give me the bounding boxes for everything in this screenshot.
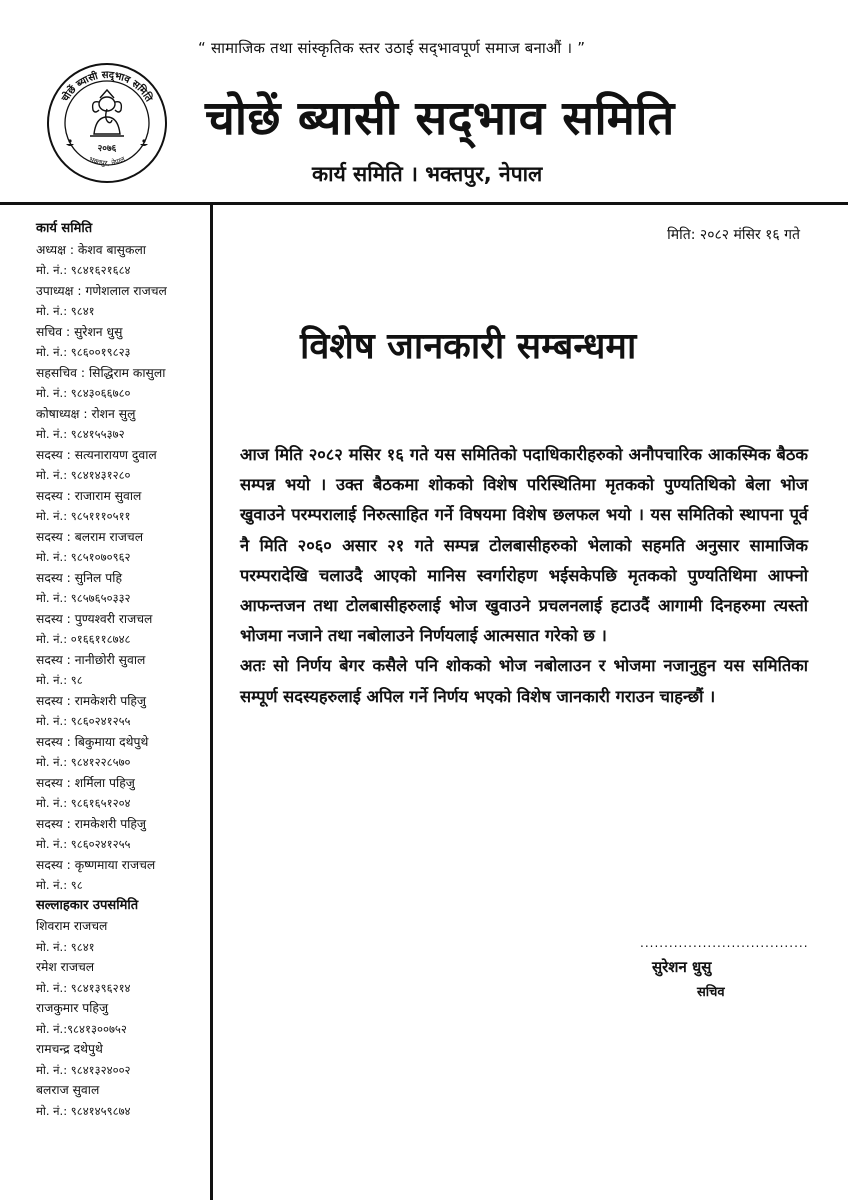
member-name: सदस्य : कृष्णमाया राजचल: [36, 857, 156, 872]
member-name: सदस्य : नानीछोरी सुवाल: [36, 652, 146, 667]
body-paragraph: आज मिति २०८२ मसिर १६ गते यस समितिको पदाधिकारीहरुको अनौपचारिक आकस्मिक बैठक सम्पन्न भयो । उक्त बैठकमा शोकको विशेष परिस्थितिमा मृतकको पुण्यतिथिको बेला भोज खुवाउने परम्परालाई निरुत्साहित गर्ने विषयमा विशेष छलफल भयो । यस समितिको स्थापना पूर्व नै मिति २०६० असार २१ गते सम्पन्न टोलबासीहरुको भेलाको सहमति अनुसार सामाजिक परम्परादेखि चलाउदै आएको मानिस स्वर्गारोहण भईसकेपछि मृतकको पुण्यतिथिमा आफ्नो आफन्तजन तथा टोलबासीहरुलाई भोज खुवाउने प्रचलनलाई हटाउदैं आगामी दिनहरुमा त्यस्तो भोजमा नजाने तथा नबोलाउने निर्णयलाई आत्मसात गरेको छ ।: [240, 445, 808, 646]
member-phone: मो. नं.: ९८६०२४१२५५: [36, 714, 131, 728]
member-phone: मो. नं.: ०१६६११८७४८: [36, 632, 131, 646]
member-name: बलराज सुवाल: [36, 1083, 100, 1097]
organization-name: चोछें ब्यासी सद्‌भाव समिति: [205, 91, 675, 146]
member-name: रामचन्द्र दथेपुथे: [36, 1042, 103, 1056]
section-title-advisory: सल्लाहकार उपसमिति: [36, 897, 139, 913]
motto-text: “ सामाजिक तथा सांस्कृतिक स्तर उठाई सद्‌भावपूर्ण समाज बनाऔं । ”: [198, 39, 586, 57]
member-name: उपाध्यक्ष : गणेशलाल राजचल: [36, 283, 167, 298]
member-name: सदस्य : रामकेशरी पहिजु: [36, 693, 147, 708]
member-phone: मो. नं.: ९८६००१९८२३: [36, 345, 131, 359]
member-phone: मो. नं.: ९८४३०६६७८०: [36, 386, 131, 400]
member-list: [36, 240, 206, 896]
member-phone: मो. नं.:९८४१३००७५२: [36, 1021, 127, 1036]
letter-date: मिति: २०८२ मंसिर १६ गते: [667, 227, 800, 243]
member-name: सदस्य : बिकुमाया दथेपुथे: [36, 734, 149, 749]
member-name: सदस्य : पुण्यश्वरी राजचल: [36, 611, 153, 626]
member-name: सदस्य : राजाराम सुवाल: [36, 488, 142, 503]
header-divider: [0, 202, 848, 205]
member-name: सदस्य : शर्मिला पहिजु: [36, 775, 135, 790]
member-name: रमेश राजचल: [36, 960, 95, 974]
member-name: सहसचिव : सिद्धिराम कासुला: [36, 365, 166, 380]
member-name: सदस्य : रामकेशरी पहिजु: [36, 816, 147, 831]
letter-heading: विशेष जानकारी सम्बन्धमा: [300, 326, 637, 367]
member-phone: मो. नं.: ९८४१६२१६८४: [36, 263, 131, 277]
member-phone: मो. नं.: ९८४१४३१२८०: [36, 468, 131, 482]
member-phone: मो. नं.: ९८५१११०५११: [36, 509, 131, 523]
member-phone: मो. नं.: ९८४१३९६२१४: [36, 980, 131, 995]
member-name: सदस्य : बलराम राजचल: [36, 529, 144, 544]
member-phone: मो. नं.: ९८: [36, 673, 83, 687]
seal-top-text: चोछें ब्यासी सद्‌भाव समिति: [60, 69, 154, 104]
member-name: राजकुमार पहिजु: [36, 1001, 109, 1015]
organization-seal: [46, 62, 168, 184]
member-name: सदस्य : सत्यनारायण दुवाल: [36, 447, 157, 462]
section-title-executive: कार्य समिति: [36, 221, 93, 236]
member-name: सदस्य : सुनिल पहि: [36, 570, 122, 585]
signatory-title: सचिव: [697, 985, 725, 1000]
advisor-list: [36, 916, 206, 1121]
seal-bottom-text: भक्तपुर, नेपाल: [87, 155, 127, 168]
organization-subline: कार्य समिति । भक्तपुर, नेपाल: [312, 162, 543, 186]
signature-line: ...................................: [640, 936, 809, 950]
letter-body: [240, 440, 808, 712]
member-name: सचिव : सुरेशन धुसु: [36, 324, 123, 339]
svg-text:भक्तपुर, नेपाल: [88, 155, 127, 167]
member-name: शिवराम राजचल: [36, 919, 108, 933]
signatory-name: सुरेशन धुसु: [652, 958, 712, 976]
committee-sidebar: [36, 219, 206, 1121]
member-phone: मो. नं.: ९८५७६५०३३२: [36, 591, 131, 605]
member-phone: मो. नं.: ९८६१६५१२०४: [36, 796, 131, 810]
seal-year: २०७६: [97, 144, 117, 154]
member-phone: मो. नं.: ९८४१२२८५७०: [36, 755, 131, 769]
member-phone: मो. नं.: ९८५१०७०९६२: [36, 550, 131, 564]
member-phone: मो. नं.: ९८६०२४१२५५: [36, 837, 131, 851]
member-name: कोषाध्यक्ष : रोशन सुलु: [36, 406, 136, 421]
ganesh-deity-icon: [90, 90, 124, 136]
body-paragraph: अतः सो निर्णय बेगर कसैले पनि शोकको भोज नबोलाउन र भोजमा नजानुहुन यस समितिका सम्पूर्ण सदस्यहरुलाई अपिल गर्ने निर्णय भएको विशेष जानकारी गराउन चाहन्छौं ।: [240, 656, 808, 706]
member-phone: मो. नं.: ९८४१५५३७२: [36, 427, 125, 441]
member-phone: मो. नं.: ९८४१: [36, 939, 95, 954]
member-phone: मो. नं.: ९८४१४५९८७४: [36, 1103, 131, 1118]
member-phone: मो. नं.: ९८४१३२४००२: [36, 1062, 131, 1077]
member-phone: मो. नं.: ९८: [36, 878, 83, 892]
sidebar-divider: [210, 204, 213, 1200]
member-phone: मो. नं.: ९८४१: [36, 304, 95, 318]
member-name: अध्यक्ष : केशव बासुकला: [36, 242, 146, 257]
